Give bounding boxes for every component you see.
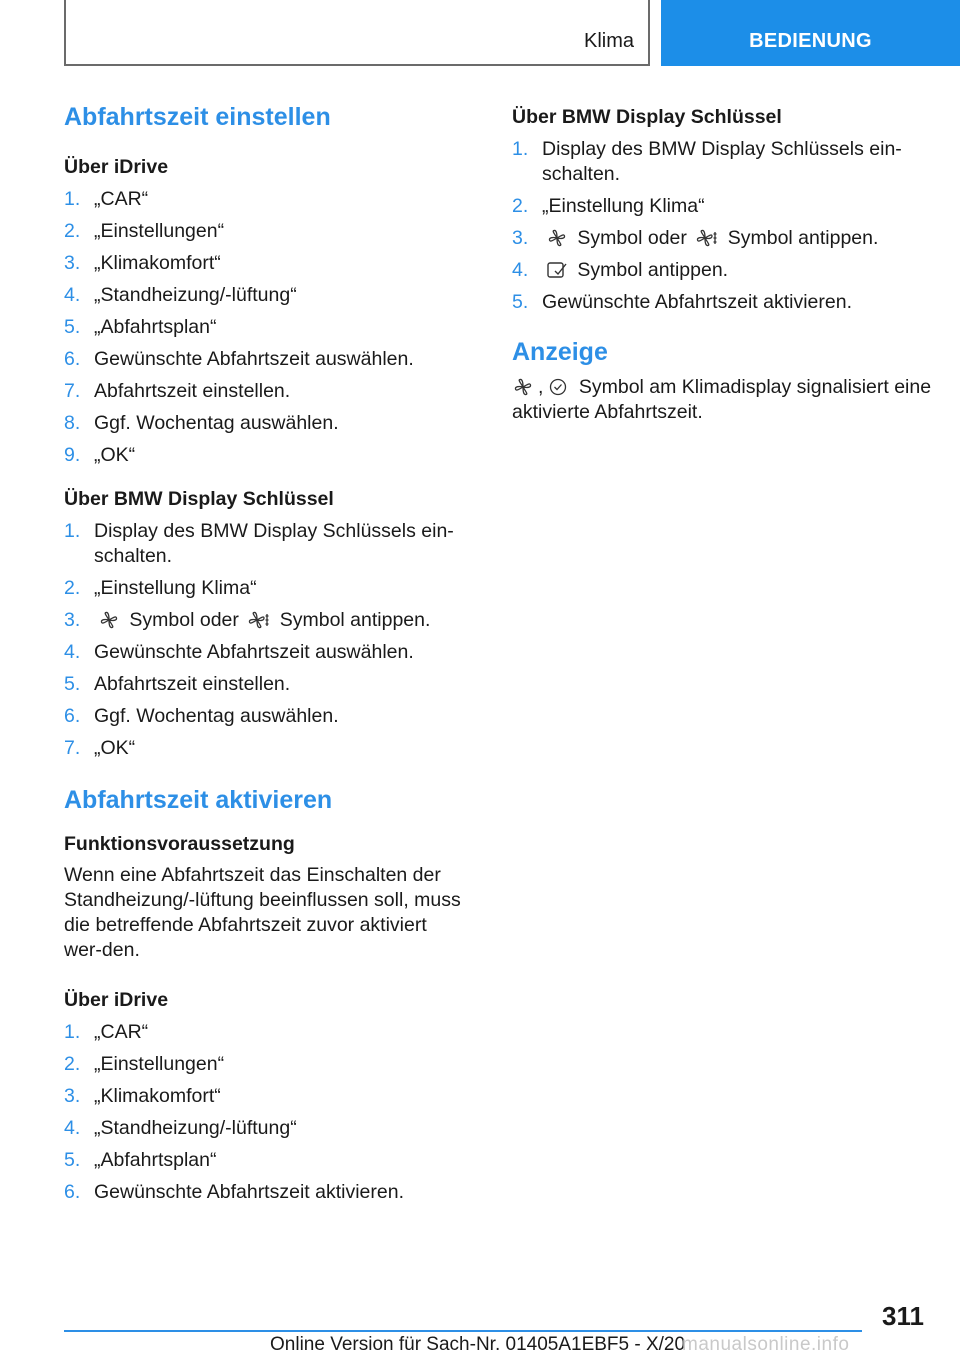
subheading-idrive-2: Über iDrive (64, 989, 169, 1011)
list-item: 4. Symbol antippen. (512, 259, 729, 281)
list-item: 9. „OK“ (64, 444, 136, 466)
subheading-display-key-activate: Über BMW Display Schlüssel (512, 106, 782, 128)
subheading-idrive: Über iDrive (64, 156, 169, 178)
page-number: 311 (882, 1301, 924, 1331)
subheading-prerequisite: Funktionsvoraussetzung (64, 833, 295, 855)
list-item: 4. Gewünschte Abfahrtszeit auswählen. (64, 641, 414, 663)
fan-icon (546, 229, 568, 247)
list-item: 3. Symbol oder Symbol antippen. (512, 227, 879, 249)
list-item: 2. „Einstellungen“ (64, 220, 225, 242)
fan-heating-icon (248, 611, 270, 629)
footer-online-version: Online Version für Sach-Nr. 01405A1EBF5 - X/20 (270, 1334, 686, 1355)
display-text: , Symbol am Klimadisplay signalisiert eine aktivierte Abfahrtszeit. (512, 376, 932, 423)
header-section-box (64, 0, 650, 66)
list-item: 8. Ggf. Wochentag auswählen. (64, 412, 339, 434)
footer-watermark: manualsonline.info (682, 1334, 850, 1355)
heading-display: Anzeige (512, 338, 608, 366)
list-item: 1. Display des BMW Display Schlüssels ein-schalten. (512, 138, 902, 185)
list-item: 1. Display des BMW Display Schlüssels ein-schalten. (64, 520, 454, 567)
list-item: 5. „Abfahrtsplan“ (64, 316, 217, 338)
list-item: 1. „CAR“ (64, 188, 149, 210)
heading-activate-departure: Abfahrtszeit aktivieren (64, 786, 333, 814)
list-item: 4. „Standheizung/-lüftung“ (64, 1117, 297, 1139)
page-header (0, 0, 960, 66)
list-item: 5. Abfahrtszeit einstellen. (64, 673, 291, 695)
list-item: 6. Gewünschte Abfahrtszeit auswählen. (64, 348, 414, 370)
prerequisite-text: Wenn eine Abfahrtszeit das Einschalten der Standheizung/-lüftung beeinflussen soll, muss die betreffende Abfahrtszeit zuvor aktiviert wer-den. (64, 864, 461, 961)
left-column (64, 100, 464, 1212)
fan-heating-icon (696, 229, 718, 247)
footer-divider (64, 1330, 862, 1332)
list-item: 5. „Abfahrtsplan“ (64, 1149, 217, 1171)
list-item: 2. „Einstellung Klima“ (64, 577, 257, 599)
list-item: 4. „Standheizung/-lüftung“ (64, 284, 297, 306)
list-item: 3. Symbol oder Symbol antippen. (64, 609, 431, 631)
fan-icon (512, 378, 534, 396)
list-item: 2. „Einstellung Klima“ (512, 195, 705, 217)
clock-check-icon (547, 378, 569, 396)
list-item: 7. Abfahrtszeit einstellen. (64, 380, 291, 402)
subheading-display-key: Über BMW Display Schlüssel (64, 488, 334, 510)
display-key-activate-steps-list (512, 137, 932, 315)
idrive-steps-list (64, 187, 464, 468)
checkbox-icon (546, 261, 568, 279)
fan-icon (98, 611, 120, 629)
list-item: 2. „Einstellungen“ (64, 1053, 225, 1075)
header-chapter-tab: BEDIENUNG (661, 0, 960, 66)
list-item: 1. „CAR“ (64, 1021, 149, 1043)
list-item: 6. Gewünschte Abfahrtszeit aktivieren. (64, 1181, 404, 1203)
list-item: 7. „OK“ (64, 737, 136, 759)
heading-set-departure: Abfahrtszeit einstellen (64, 103, 331, 131)
list-item: 3. „Klimakomfort“ (64, 1085, 221, 1107)
right-column (512, 100, 932, 425)
list-item: 3. „Klimakomfort“ (64, 252, 221, 274)
idrive-activate-steps-list (64, 1020, 464, 1205)
list-item: 5. Gewünschte Abfahrtszeit aktivieren. (512, 291, 852, 313)
display-key-steps-list (64, 519, 464, 761)
list-item: 6. Ggf. Wochentag auswählen. (64, 705, 339, 727)
header-section-title: Klima (583, 30, 634, 52)
